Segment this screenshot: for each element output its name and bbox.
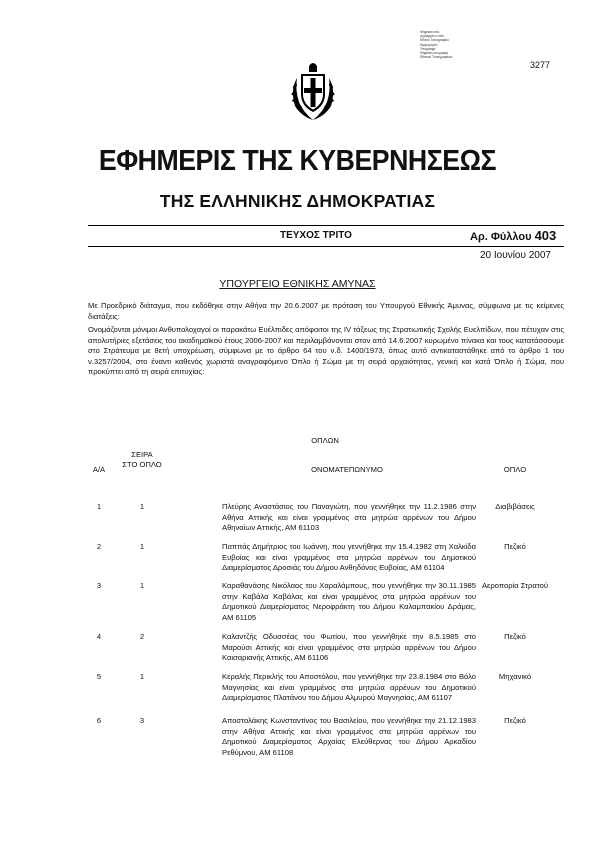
decree-intro-paragraph: Με Προεδρικό διάταγμα, που εκδόθηκε στην Αθήνα την 20.6.2007 με πρόταση του Υπουργού Εθνικής Άμυνας, σύμφωνα με τις κείμενες διατάξεις:: [88, 301, 564, 321]
gazette-title: ΕΦΗΜΕΡΙΣ ΤΗΣ ΚΥΒΕΡΝΗΣΕΩΣ: [98, 145, 497, 177]
row-aa: 2: [96, 542, 102, 551]
stamp-line: Ημερομηνία:: [420, 42, 438, 47]
row-seira: 1: [139, 502, 145, 511]
column-header-name: ΟΝΟΜΑΤΕΠΩΝΥΜΟ: [311, 465, 383, 474]
issue-date: 20 Ιουνίου 2007: [480, 250, 551, 261]
row-oplo: Πεζικό: [504, 632, 526, 641]
row-description: Καλαντζής Οδυσσέας του Φωτίου, που γεννήθηκε την 8.5.1985 στο Μαρούσι Αττικής και είναι γραμμένος στα μητρώα αρρένων του Δήμου Καισαριανής Αττικής, ΑΜ 61106: [222, 632, 476, 662]
row-description: Πλεύρης Αναστάσιος του Παναγιώτη, που γεννήθηκε την 11.2.1986 στην Αθήνα Αττικής και είναι γραμμένος στα μητρώα αρρένων του Δήμου Αθηναίων Αττικής, ΑΜ 61103: [222, 502, 476, 532]
stamp-line: Ψηφιακά υπο-: [420, 30, 441, 34]
sheet-number: [470, 228, 556, 243]
column-header-seira-line1: ΣΕΙΡΑ: [131, 450, 153, 459]
row-seira: 1: [139, 542, 145, 551]
sheet-label: Αρ. Φύλλου: [470, 231, 532, 243]
row-aa: 5: [96, 672, 102, 681]
issue-type: ΤΕΥΧΟΣ ΤΡΙΤΟ: [280, 230, 352, 241]
row-seira: 3: [139, 716, 145, 725]
row-aa: 4: [96, 632, 102, 641]
row-oplo: Μηχανικό: [498, 672, 532, 681]
row-oplo: Αεροπορία Στρατού: [481, 581, 549, 590]
header-rule-bottom: [88, 246, 564, 247]
row-description: Αποστολάκης Κωνσταντίνος του Βασιλείου, που γεννήθηκε την 21.12.1983 στην Αθήνα Αττικής και είναι γραμμένος στα μητρώα αρρένων του Δημοτικού Διαμερίσματος Αρχαίας Ελεύθερνας του Δήμου Αρκαδίου Ρεθύμνου, ΑΜ 61108: [222, 716, 476, 757]
page-number: 3277: [530, 60, 551, 70]
row-oplo: Διαβιβάσεις: [495, 502, 535, 511]
ministry-heading: [0, 278, 595, 290]
stamp-line: Εθνικό Τυπογραφείο: [420, 38, 449, 43]
row-seira: 1: [139, 581, 145, 590]
row-aa: 3: [96, 581, 102, 590]
row-aa: 6: [96, 716, 102, 725]
row-description: Παππάς Δημήτριος του Ιωάννη, που γεννήθηκε την 15.4.1982 στη Χαλκίδα Ευβοίας και είναι γραμμένος στα μητρώα αρρένων του Δημοτικού Διαμερίσματος Δροσιάς του Δήμου Ανθηδόνος Ευβοίας, ΑΜ 61104: [222, 542, 476, 572]
row-aa: 1: [96, 502, 102, 511]
row-seira: 2: [139, 632, 145, 641]
row-oplo: Πεζικό: [504, 716, 526, 725]
stamp-line: γεγραμμένο από:: [420, 34, 445, 39]
column-header-seira: [112, 450, 172, 470]
row-seira: 1: [139, 672, 145, 681]
column-header-oplo: ΟΠΛΟ: [503, 465, 527, 474]
row-description: Κεραλής Περικλής του Αποστόλου, που γεννήθηκε την 23.8.1984 στο Βόλο Μαγνησίας και είναι γραμμένος στα μητρώα αρρένων του Δημοτικού Διαμερίσματος Πλατάνου του Δήμου Αλμυρού Μαγνησίας, ΑΜ 61107: [222, 672, 476, 702]
digital-signature-stamp: [420, 30, 490, 59]
sheet-number-value: 403: [534, 228, 557, 243]
header-rule: [88, 225, 564, 226]
stamp-line: Ψηφιακή υπογραφή: [420, 51, 449, 56]
gazette-subtitle: ΤΗΣ ΕΛΛΗΝΙΚΗΣ ΔΗΜΟΚΡΑΤΙΑΣ: [159, 191, 436, 211]
ministry-name: ΥΠΟΥΡΓΕΙΟ ΕΘΝΙΚΗΣ ΑΜΥΝΑΣ: [219, 278, 376, 290]
coat-of-arms-icon: [287, 58, 339, 124]
section-title: ΟΠΛΩΝ: [311, 436, 339, 445]
column-header-aa: Α/Α: [92, 465, 106, 474]
stamp-line: Υπογραφή:: [420, 46, 437, 51]
stamp-line: Εθνικού Τυπογραφείου: [420, 55, 453, 60]
row-description: Καραθανάσης Νικόλαος του Χαραλάμπους, που γεννήθηκε την 30.11.1985 στην Καβάλα Καβάλας και είναι γραμμένος στα μητρώα αρρένων του Δημοτικού Διαμερίσματος Νεροφράκτη του Δήμου Καλαμπακίου Δράμας, ΑΜ 61105: [222, 581, 476, 622]
decree-body-paragraph: Ονομάζονται μόνιμοι Ανθυπολοχαγοί οι παρακάτω Ευέλπιδες απόφοιτοι της IV τάξεως της Στρατιωτικής Σχολής Ευελπίδων, που πέτυχαν στις απολυτήριες εξετάσεις του ακαδημαϊκού έτους 2006-2007 και περιλαμβάνονται στον από 14.6.2007 κυρωμένο πίνακα και τους κατατάσσουμε στο Στράτευμα με 8ετή υποχρέωση, σύμφωνα με το άρθρο 64 του ν.δ. 1400/1973, όπως αυτό αντικαταστάθηκε από το άρθρο 1 του ν.3257/2004, στο έναντι καθενός χωριστά αναγραφόμενο Όπλο ή Σώμα με τη σειρά αρχαιότητας, γενική και κατά Όπλο ή Σώμα, που προκύπτει από τη σειρά επιτυχίας:: [88, 325, 564, 376]
row-oplo: Πεζικό: [504, 542, 526, 551]
column-header-seira-line2: ΣΤΟ ΟΠΛΟ: [122, 460, 162, 469]
